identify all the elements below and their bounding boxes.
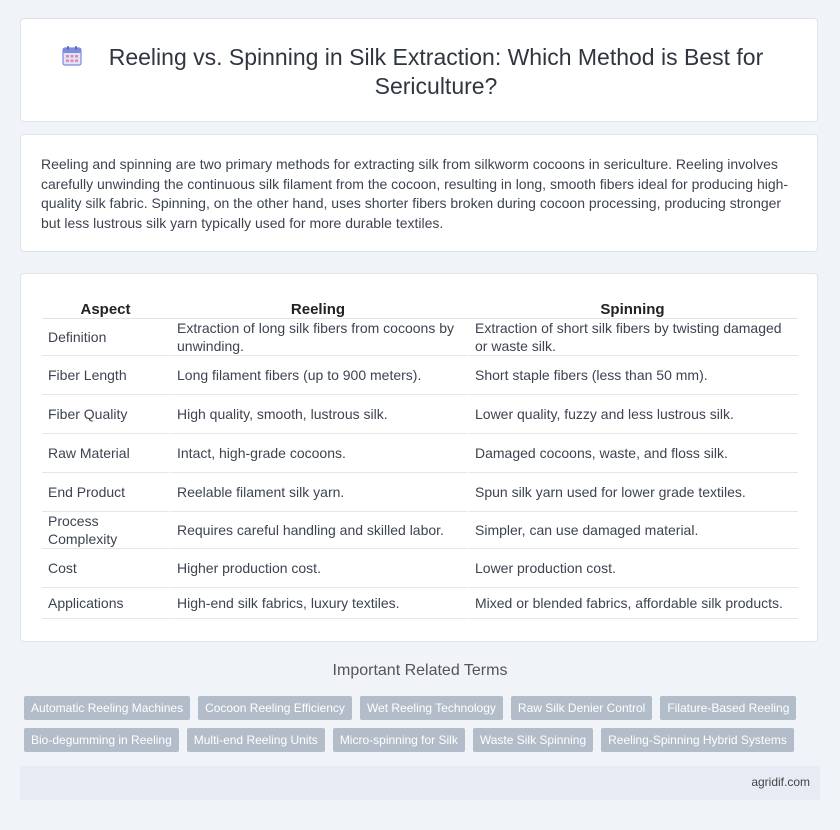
cell-reeling: Higher production cost. (169, 549, 467, 588)
cell-spinning: Simpler, can use damaged material. (467, 512, 798, 549)
cell-aspect: Applications (42, 588, 169, 619)
table-row (42, 588, 798, 619)
table-row (42, 512, 798, 549)
cell-reeling: Reelable filament silk yarn. (169, 473, 467, 512)
cell-spinning: Short staple fibers (less than 50 mm). (467, 356, 798, 395)
cell-spinning: Spun silk yarn used for lower grade textiles. (467, 473, 798, 512)
title-card (20, 18, 818, 122)
comparison-card (20, 273, 818, 642)
column-header-spinning: Spinning (467, 296, 798, 319)
page-title: Reeling vs. Spinning in Silk Extraction: Which Method is Best for Sericulture? (108, 44, 764, 99)
table-row (42, 434, 798, 473)
table-row (42, 319, 798, 356)
tag-bio-degumming-in-reeling[interactable]: Bio-degumming in Reeling (24, 728, 179, 752)
table-row (42, 356, 798, 395)
cell-reeling: Extraction of long silk fibers from cocoons by unwinding. (169, 319, 467, 356)
cell-reeling: High-end silk fabrics, luxury textiles. (169, 588, 467, 619)
tag-micro-spinning-for-silk[interactable]: Micro-spinning for Silk (333, 728, 465, 752)
comparison-table (42, 296, 798, 619)
intro-paragraph: Reeling and spinning are two primary methods for extracting silk from silkworm cocoons in sericulture. Reeling involves carefully unwinding the continuous silk filament from the cocoon, resulting in long, smooth fibers ideal for producing high-quality silk fabric. Spinning, on the other hand, uses shorter fibers broken during cocoon processing, producing stronger but less lustrous silk yarn typically used for more durable textiles. (41, 156, 789, 231)
cell-aspect: Cost (42, 549, 169, 588)
tag-automatic-reeling-machines[interactable]: Automatic Reeling Machines (24, 696, 190, 720)
tag-wet-reeling-technology[interactable]: Wet Reeling Technology (360, 696, 503, 720)
cell-reeling: High quality, smooth, lustrous silk. (169, 395, 467, 434)
table-row (42, 473, 798, 512)
column-header-aspect: Aspect (42, 296, 169, 319)
table-row (42, 549, 798, 588)
related-terms-title: Important Related Terms (332, 662, 508, 679)
footer-site-link[interactable]: agridif.com (751, 775, 810, 789)
tag-multi-end-reeling-units[interactable]: Multi-end Reeling Units (187, 728, 325, 752)
related-terms-tags (24, 696, 824, 760)
footer (20, 766, 820, 800)
tag-row (24, 728, 824, 752)
cell-aspect: Process Complexity (42, 512, 169, 549)
table-header-row (42, 296, 798, 319)
cell-reeling: Requires careful handling and skilled labor. (169, 512, 467, 549)
cell-reeling: Intact, high-grade cocoons. (169, 434, 467, 473)
tag-filature-based-reeling[interactable]: Filature-Based Reeling (660, 696, 796, 720)
cell-spinning: Extraction of short silk fibers by twisting damaged or waste silk. (467, 319, 798, 356)
tag-raw-silk-denier-control[interactable]: Raw Silk Denier Control (511, 696, 652, 720)
cell-reeling: Long filament fibers (up to 900 meters). (169, 356, 467, 395)
cell-spinning: Lower quality, fuzzy and less lustrous silk. (467, 395, 798, 434)
cell-spinning: Damaged cocoons, waste, and floss silk. (467, 434, 798, 473)
cell-spinning: Lower production cost. (467, 549, 798, 588)
cell-aspect: End Product (42, 473, 169, 512)
tag-row (24, 696, 824, 720)
cell-spinning: Mixed or blended fabrics, affordable silk products. (467, 588, 798, 619)
intro-card (20, 134, 818, 252)
tag-waste-silk-spinning[interactable]: Waste Silk Spinning (473, 728, 593, 752)
cell-aspect: Raw Material (42, 434, 169, 473)
column-header-reeling: Reeling (169, 296, 467, 319)
cell-aspect: Fiber Quality (42, 395, 169, 434)
tag-cocoon-reeling-efficiency[interactable]: Cocoon Reeling Efficiency (198, 696, 352, 720)
cell-aspect: Fiber Length (42, 356, 169, 395)
table-row (42, 395, 798, 434)
tag-reeling-spinning-hybrid-systems[interactable]: Reeling-Spinning Hybrid Systems (601, 728, 794, 752)
cell-aspect: Definition (42, 319, 169, 356)
